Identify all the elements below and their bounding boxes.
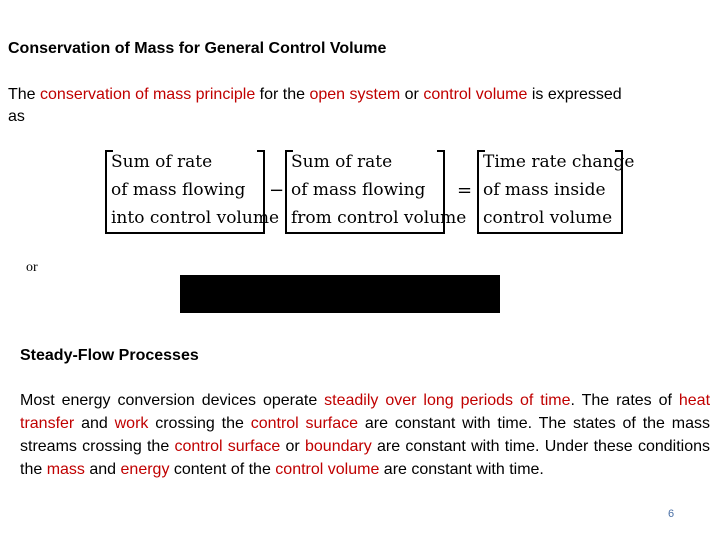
- or-label: or: [26, 260, 38, 275]
- equation-term-outflow: [285, 150, 467, 234]
- para-text-6: or: [280, 438, 305, 455]
- para-text-4: crossing the: [148, 415, 251, 432]
- para-highlight-5: control surface: [174, 438, 281, 455]
- para-highlight-3: work: [114, 415, 149, 432]
- equation-term-inflow: [105, 150, 279, 234]
- intro-highlight-2: open system: [309, 86, 401, 103]
- para-text-7: are constant with time. Under these conditions the: [20, 438, 711, 478]
- term2-line3: from control volume: [291, 208, 467, 228]
- term1-line3: into control volume: [111, 208, 279, 228]
- para-highlight-9: control volume: [275, 461, 380, 478]
- term2-line1: Sum of rate: [291, 152, 393, 172]
- term3-line3: control volume: [483, 208, 613, 228]
- term3-line2: of mass inside: [483, 180, 606, 200]
- minus-sign: −: [269, 180, 285, 201]
- mass-balance-equation: [105, 150, 635, 236]
- intro-highlight-1: conservation of mass principle: [40, 86, 256, 103]
- para-highlight-2: heat transfer: [20, 392, 711, 432]
- equation-image-placeholder: [180, 275, 500, 313]
- page-number: 6: [668, 508, 675, 520]
- para-text-9: content of the: [169, 461, 276, 478]
- para-text-2: . The rates of: [570, 392, 679, 409]
- intro-text-1: The: [8, 86, 41, 103]
- para-text-5: are constant with time. The states of the mass streams crossing the: [20, 415, 711, 455]
- para-text-8: and: [84, 461, 121, 478]
- para-text-1: Most energy conversion devices operate: [20, 392, 325, 409]
- para-text-10: are constant with time.: [379, 461, 544, 478]
- para-highlight-1: steadily over long periods of time: [324, 392, 571, 409]
- para-highlight-7: mass: [46, 461, 85, 478]
- intro-paragraph: [8, 84, 628, 128]
- section-title: Steady-Flow Processes: [20, 347, 199, 364]
- intro-text-3: or: [400, 86, 424, 103]
- term3-line1: Time rate change: [483, 152, 635, 172]
- term1-line1: Sum of rate: [111, 152, 213, 172]
- para-highlight-8: energy: [120, 461, 170, 478]
- equation-term-accumulation: [477, 150, 635, 234]
- para-highlight-6: boundary: [305, 438, 372, 455]
- term2-line2: of mass flowing: [291, 180, 426, 200]
- para-highlight-4: control surface: [250, 415, 359, 432]
- intro-text-4: is expressed as: [8, 86, 622, 125]
- slide-title: Conservation of Mass for General Control Volume: [8, 40, 387, 57]
- para-text-3: and: [74, 415, 115, 432]
- term1-line2: of mass flowing: [111, 180, 246, 200]
- intro-highlight-3: control volume: [423, 86, 528, 103]
- steady-flow-paragraph: [20, 389, 710, 481]
- intro-text-2: for the: [255, 86, 310, 103]
- equals-sign: =: [457, 180, 473, 201]
